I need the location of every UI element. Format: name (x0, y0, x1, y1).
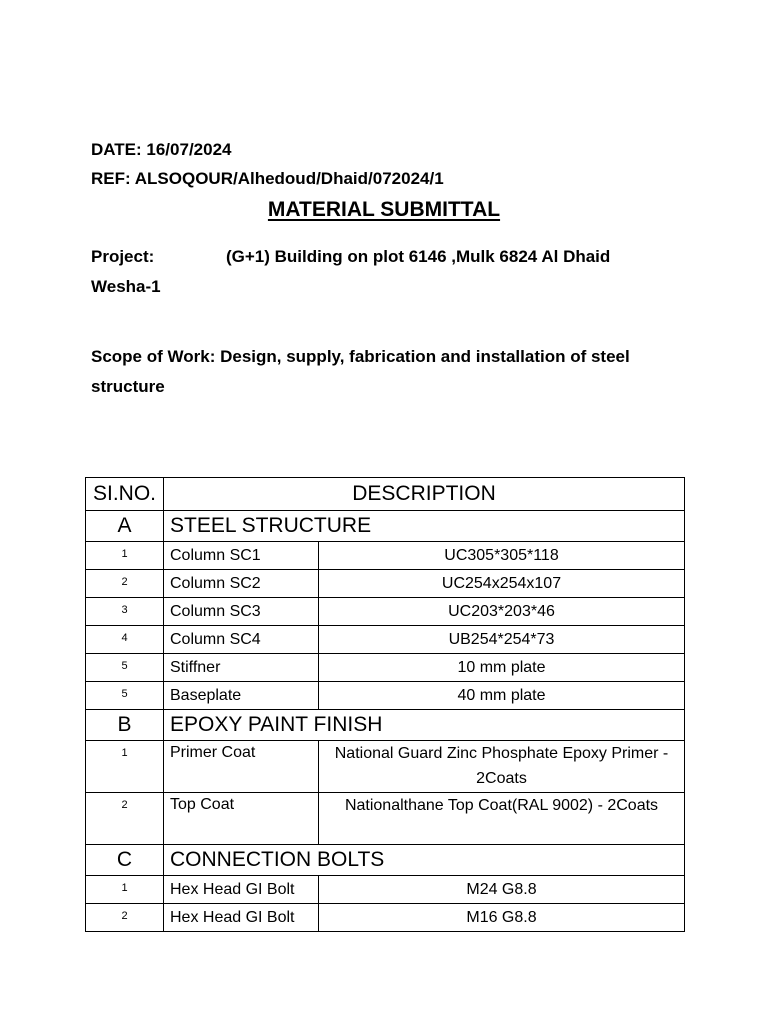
item-name: Column SC1 (164, 542, 319, 570)
project-value-continued: Wesha-1 (91, 277, 161, 296)
item-name: Baseplate (164, 682, 319, 710)
item-name: Hex Head GI Bolt (164, 876, 319, 904)
item-spec: 10 mm plate (319, 654, 685, 682)
item-spec: National Guard Zinc Phosphate Epoxy Primer - 2Coats (319, 741, 685, 793)
table-row (86, 542, 685, 570)
item-spec: UC254x254x107 (319, 570, 685, 598)
item-number: 5 (86, 682, 164, 710)
table-row (86, 793, 685, 845)
table-row (86, 570, 685, 598)
scope-of-work: Scope of Work: Design, supply, fabrication and installation of steel (91, 347, 630, 366)
section-row (86, 710, 685, 741)
item-number: 2 (86, 793, 164, 845)
item-name: Column SC2 (164, 570, 319, 598)
document-title-text: MATERIAL SUBMITTAL (267, 198, 501, 221)
project-value: (G+1) Building on plot 6146 ,Mulk 6824 Al Dhaid (226, 247, 611, 266)
table-row (86, 626, 685, 654)
item-number: 3 (86, 598, 164, 626)
date-line: DATE: 16/07/2024 (91, 140, 232, 159)
item-spec: UC203*203*46 (319, 598, 685, 626)
item-name: Column SC3 (164, 598, 319, 626)
item-spec: UC305*305*118 (319, 542, 685, 570)
item-number: 2 (86, 570, 164, 598)
item-name: Column SC4 (164, 626, 319, 654)
reference-line: REF: ALSOQOUR/Alhedoud/Dhaid/072024/1 (91, 169, 444, 188)
table-row (86, 682, 685, 710)
item-number: 2 (86, 904, 164, 932)
item-number: 1 (86, 542, 164, 570)
submittal-table (85, 477, 685, 932)
item-number: 5 (86, 654, 164, 682)
scope-of-work-continued: structure (91, 377, 165, 396)
item-spec: 40 mm plate (319, 682, 685, 710)
table-row (86, 876, 685, 904)
item-spec: M16 G8.8 (319, 904, 685, 932)
section-row (86, 845, 685, 876)
item-number: 1 (86, 741, 164, 793)
project-label: Project: (91, 247, 155, 266)
section-letter: A (86, 511, 164, 542)
section-row (86, 511, 685, 542)
section-title: EPOXY PAINT FINISH (164, 710, 685, 741)
table-header-row (86, 478, 685, 511)
item-spec: UB254*254*73 (319, 626, 685, 654)
column-header-slno: SI.NO. (86, 478, 164, 511)
column-header-description: DESCRIPTION (164, 478, 685, 511)
section-title: CONNECTION BOLTS (164, 845, 685, 876)
section-letter: B (86, 710, 164, 741)
item-number: 4 (86, 626, 164, 654)
table-row (86, 654, 685, 682)
item-number: 1 (86, 876, 164, 904)
item-name: Primer Coat (164, 741, 319, 793)
section-letter: C (86, 845, 164, 876)
item-name: Top Coat (164, 793, 319, 845)
table-row (86, 904, 685, 932)
section-title: STEEL STRUCTURE (164, 511, 685, 542)
item-spec: M24 G8.8 (319, 876, 685, 904)
item-spec: Nationalthane Top Coat(RAL 9002) - 2Coats (319, 793, 685, 845)
table-row (86, 598, 685, 626)
document-title (0, 198, 768, 222)
table-row (86, 741, 685, 793)
item-name: Stiffner (164, 654, 319, 682)
item-name: Hex Head GI Bolt (164, 904, 319, 932)
